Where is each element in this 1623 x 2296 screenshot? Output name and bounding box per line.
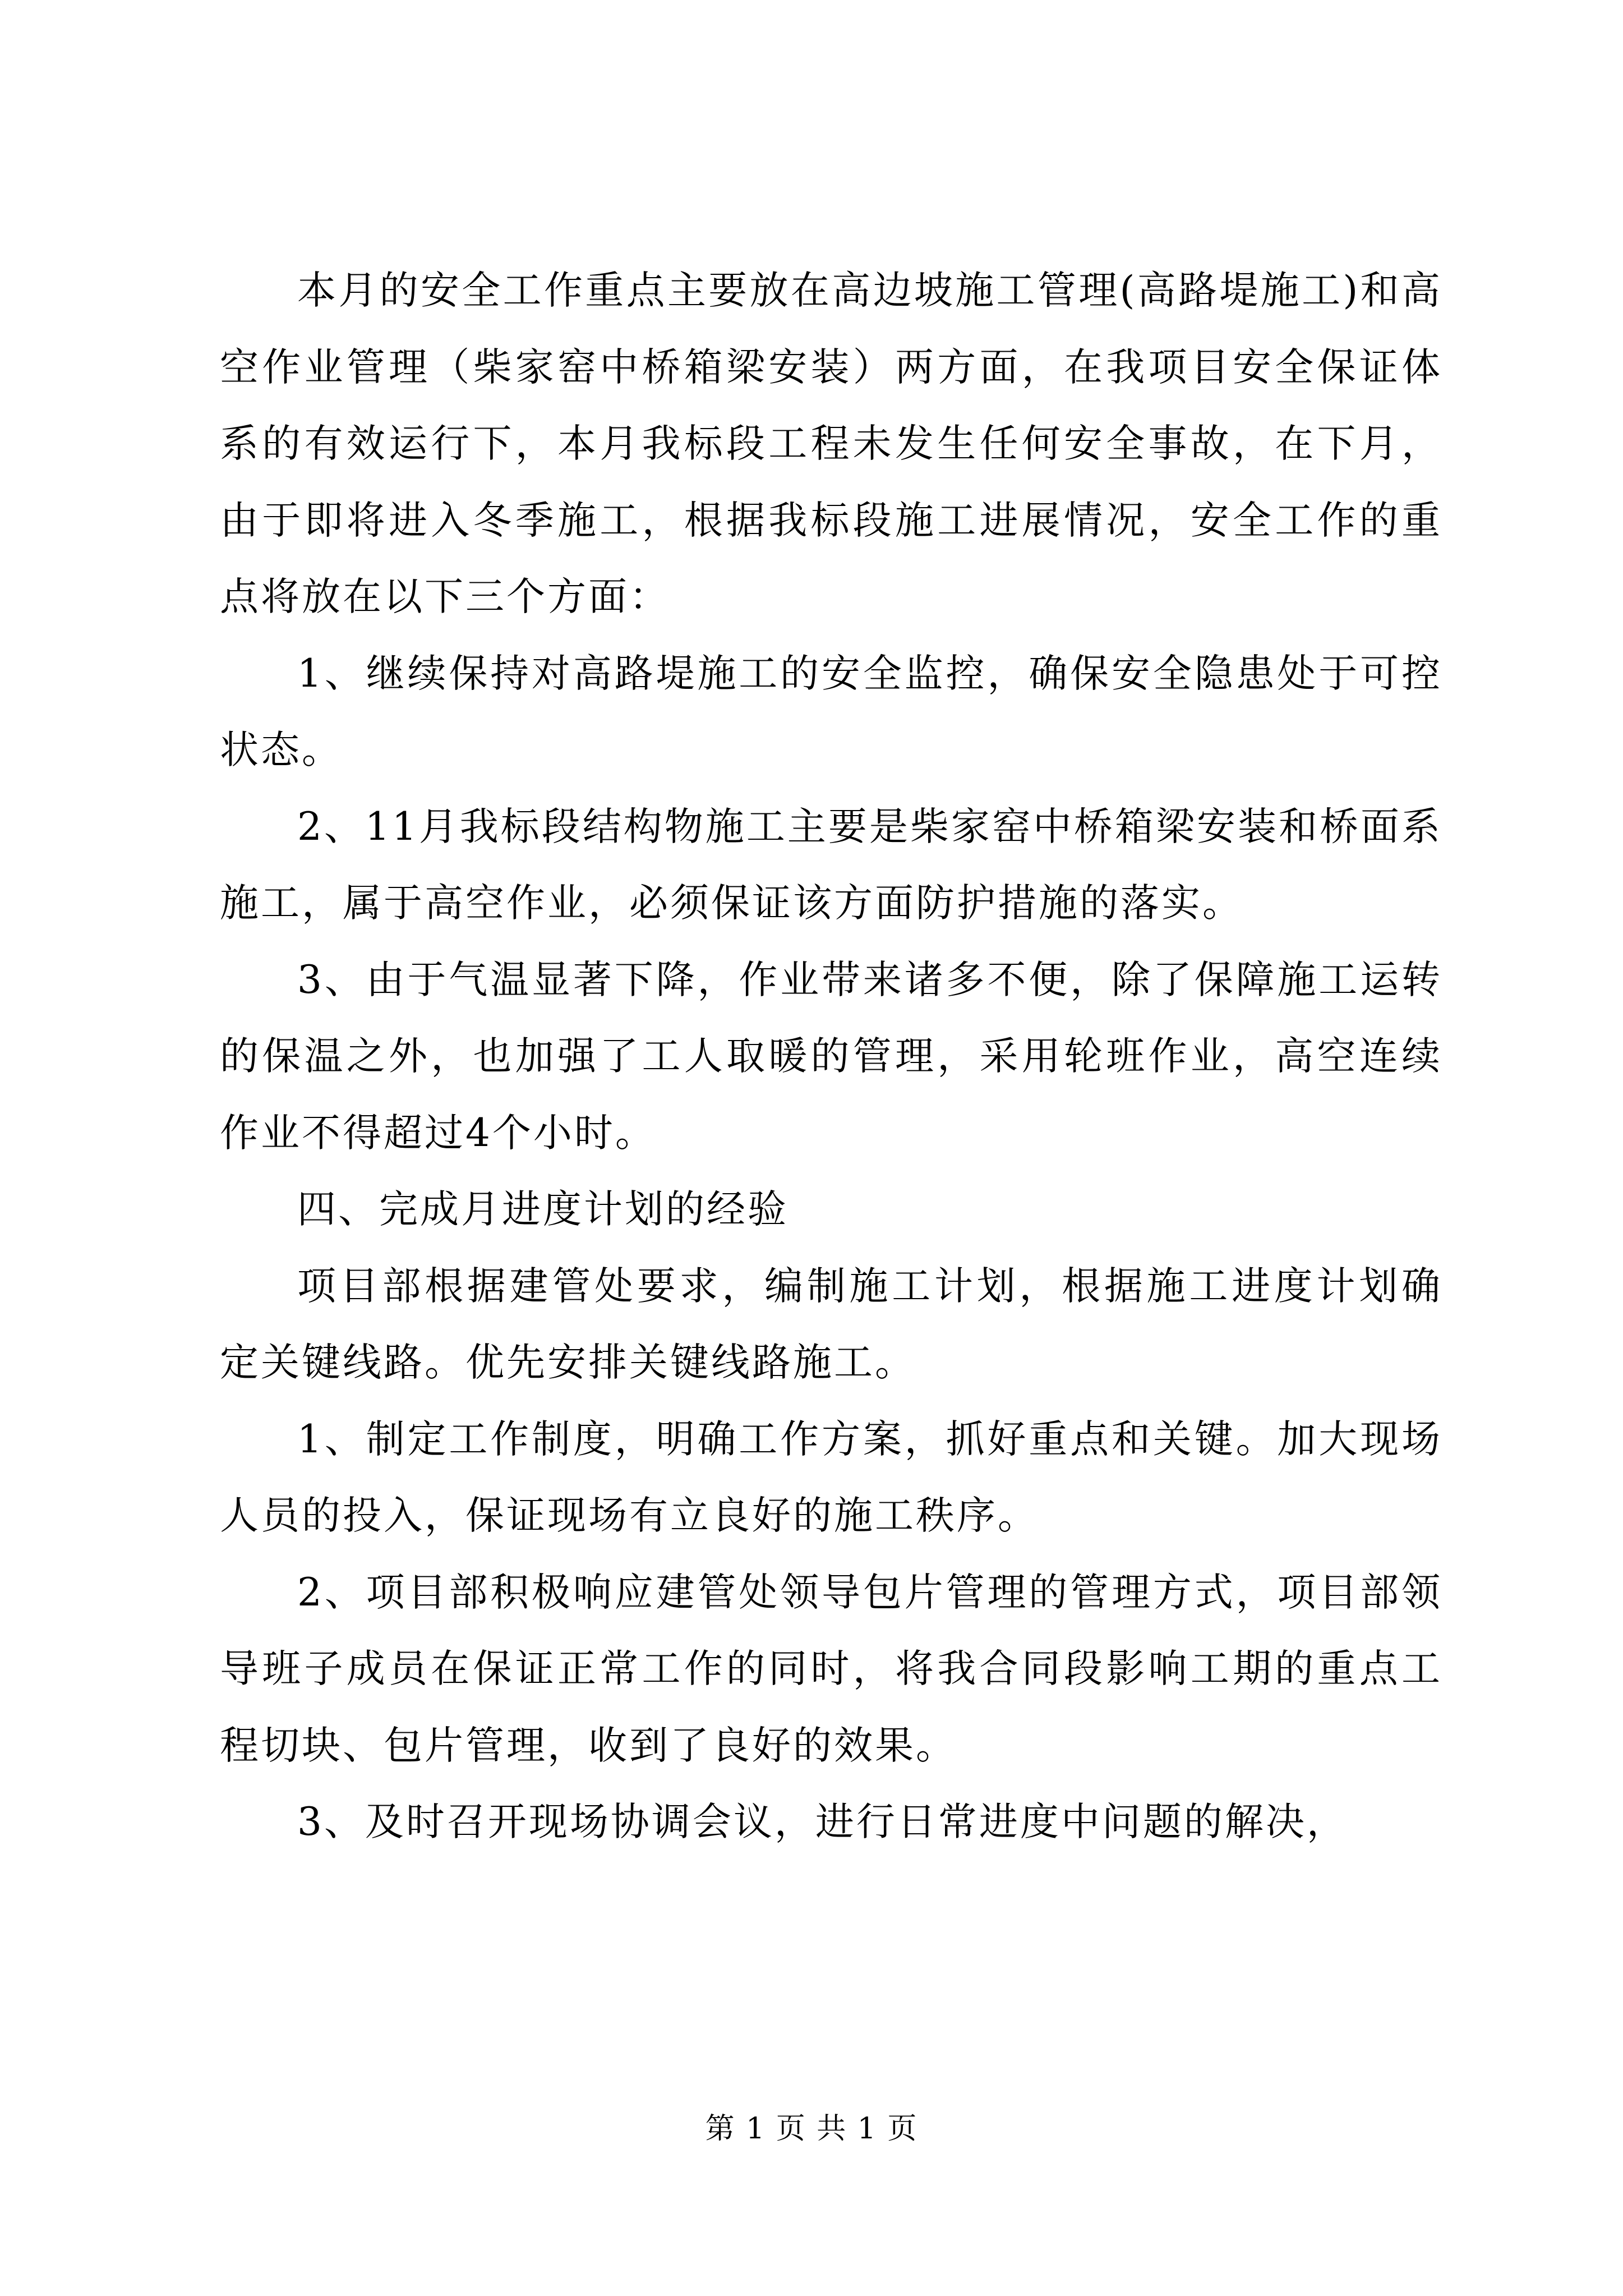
- document-body: [220, 252, 1442, 1861]
- section-heading-experience: 四、完成月进度计划的经验: [297, 1187, 789, 1232]
- paragraph-safety-item-3: 3、由于气温显著下降，作业带来诸多不便，除了保障施工运转的保温之外，也加强了工人取暖的管理，采用轮班作业，高空连续作业不得超过4个小时。: [220, 957, 1442, 1156]
- paragraph-safety-item-1: 1、继续保持对高路堤施工的安全监控，确保安全隐患处于可控状态。: [220, 651, 1442, 772]
- paragraph-experience-item-3: 3、及时召开现场协调会议，进行日常进度中问题的解决，: [297, 1800, 1348, 1844]
- paragraph-experience-item-2: 2、项目部积极响应建管处领导包片管理的管理方式，项目部领导班子成员在保证正常工作的同时，将我合同段影响工期的重点工程切块、包片管理，收到了良好的效果。: [220, 1570, 1442, 1768]
- paragraph-experience-intro: 项目部根据建管处要求，编制施工计划，根据施工进度计划确定关键线路。优先安排关键线路施工。: [220, 1263, 1442, 1385]
- page-footer: 第 1 页 共 1 页: [705, 2112, 918, 2146]
- paragraph-safety-item-2: 2、11月我标段结构物施工主要是柴家窑中桥箱梁安装和桥面系施工，属于高空作业，必须保证该方面防护措施的落实。: [220, 804, 1442, 926]
- paragraph-experience-item-1: 1、制定工作制度，明确工作方案，抓好重点和关键。加大现场人员的投入，保证现场有立良好的施工秩序。: [220, 1416, 1442, 1538]
- paragraph-safety-focus: 本月的安全工作重点主要放在高边坡施工管理(高路堤施工)和高空作业管理（柴家窑中桥箱梁安装）两方面，在我项目安全保证体系的有效运行下，本月我标段工程未发生任何安全事故，在下月，由于即将进入冬季施工，根据我标段施工进展情况，安全工作的重点将放在以下三个方面：: [220, 268, 1442, 619]
